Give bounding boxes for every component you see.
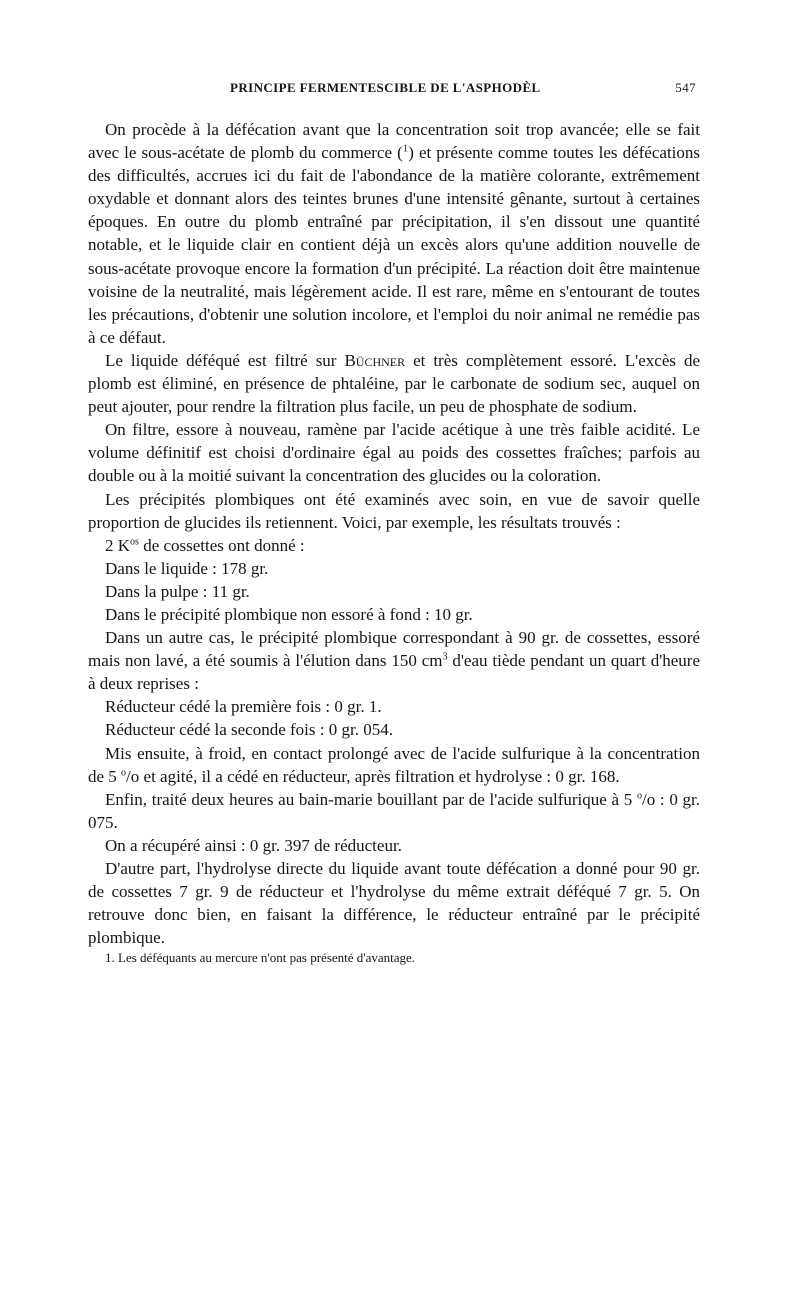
footnote-reference: 1 [402,142,409,155]
paragraph-defecation: On procède à la défécation avant que la concentration soit trop avancée; elle se fait avec le sous-acétate de plomb du commerce ($^1$) et présente comme toutes les défécations des difficultés, accrues ici du fait de l'abondance de la matière colorante, extrêmement oxydable et donnant alors des teintes brunes d'une intensité gênante, surtout à certaines époques. En outre du plomb entraîné par précipitation, il s'en dissout une quantité notable, et le liquide clair en contient déjà un excès alors qu'une addition nouvelle de sous-acétate provoque encore la formation d'un précipité. La réaction doit être maintenue voisine de la neutralité, mais légèrement acide. Il est rare, même en s'entourant de toutes les précautions, d'obtenir une solution incolore, et l'emploi du noir animal ne remédie pas à ce défaut. [88,120,701,347]
running-title: PRINCIPE FERMENTESCIBLE DE L'ASPHODÈL [230,80,541,95]
paragraph-sulfuric-hot: Enfin, traité deux heures au bain-marie bouillant par de l'acide sulfurique à 5 $^o$/o : 0 gr. 075. [88,789,700,832]
document-page [88,76,700,966]
paragraph-sulfuric-cold: Mis ensuite, à froid, en contact prolongé avec de l'acide sulfurique à la concentration de 5 $^o$/o et agité, il a cédé en réducteur, après filtration et hydrolyse : 0 gr. 168. [88,743,700,786]
running-header [88,76,700,100]
result-pulp: Dans la pulpe : 11 gr. [105,581,250,601]
paragraph-acidity: On filtre, essore à nouveau, ramène par l'acide acétique à une très faible acidité. Le volume définitif est choisi d'ordinaire égal au poids des cossettes fraîches; parfois au double ou à la moitié suivant la concentration des glucides ou la coloration. [88,420,700,486]
body-text [88,118,700,966]
paragraph-cossettes: 2 $K^{os}$ de cossettes ont donné : [105,535,305,555]
paragraph-conclusion: D'autre part, l'hydrolyse directe du liquide avant toute défécation a donné pour 90 gr. de cossettes 7 gr. 9 de réducteur et l'hydrolyse du même extrait déféqué 7 gr. 5. On retrouve donc bien, en faisant la différence, le réducteur entraîné par le précipité plombique. [88,859,700,948]
author-name: Büchner [344,350,406,370]
result-liquid: Dans le liquide : 178 gr. [105,558,269,578]
result-recovered: On a récupéré ainsi : 0 gr. 397 de réducteur. [105,835,402,855]
result-precipitate: Dans le précipité plombique non essoré à fond : 10 gr. [105,604,473,624]
footnote: 1. Les déféquants au mercure n'ont pas présenté d'avantage. [105,950,416,966]
paragraph-elution: Dans un autre cas, le précipité plombique correspondant à 90 gr. de cossettes, essoré mais non lavé, a été soumis à l'élution dans 150 $cm^3$ d'eau tiède pendant un quart d'heure à deux reprises : [88,628,701,694]
paragraph-results-intro: Les précipités plombiques ont été examinés avec soin, en vue de savoir quelle proportion de glucides ils retiennent. Voici, par exemple, les résultats trouvés : [88,489,700,532]
paragraph-filtration: Le liquide déféqué est filtré sur Büchner et très complètement essoré. L'excès de plomb est éliminé, en présence de phtaléine, par le carbonate de sodium sec, auquel on peut ajouter, pour rendre la filtration plus facile, un peu de phosphate de sodium. [88,350,701,417]
result-second-reducer: Réducteur cédé la seconde fois : 0 gr. 054. [105,720,393,740]
page-number: 547 [675,80,696,95]
result-first-reducer: Réducteur cédé la première fois : 0 gr. 1. [105,697,382,717]
